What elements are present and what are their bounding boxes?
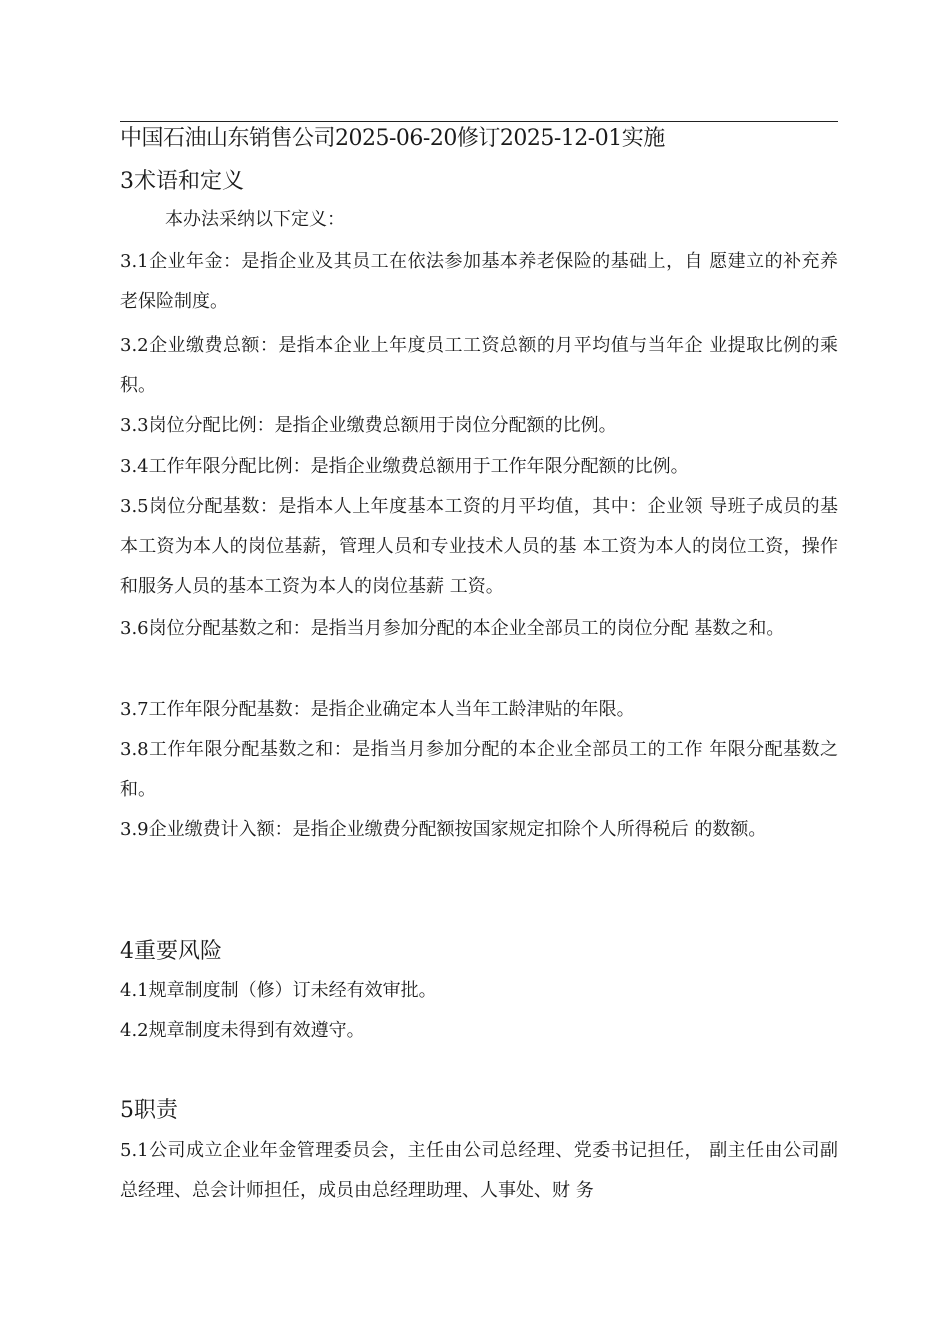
section-3-title: 3术语和定义	[120, 169, 244, 194]
risk-4-1: 4.1规章制度制（修）订未经有效审批。	[120, 980, 437, 1001]
header-rule	[120, 121, 838, 122]
definition-3-9: 3.9企业缴费计入额：是指企业缴费分配额按国家规定扣除个人所得税后 的数额。	[120, 819, 767, 840]
definition-3-3: 3.3岗位分配比例：是指企业缴费总额用于岗位分配额的比例。	[120, 415, 617, 436]
definition-3-5: 3.5岗位分配基数：是指本人上年度基本工资的月平均值，其中：企业领 导班子成员的基本工资为本人的岗位基薪，管理人员和专业技术人员的基 本工资为本人的岗位工资，操作和服务人员的基本工资为本人的岗位基薪 工资。	[120, 496, 838, 597]
section-4-title: 4重要风险	[120, 939, 222, 964]
definition-3-7: 3.7工作年限分配基数：是指企业确定本人当年工龄津贴的年限。	[120, 699, 635, 720]
definition-3-2: 3.2企业缴费总额：是指本企业上年度员工工资总额的月平均值与当年企 业提取比例的乘积。	[120, 335, 838, 396]
definition-3-4: 3.4工作年限分配比例：是指企业缴费总额用于工作年限分配额的比例。	[120, 456, 689, 477]
section-5-title: 5职责	[120, 1098, 178, 1123]
risk-4-2: 4.2规章制度未得到有效遵守。	[120, 1020, 365, 1041]
document-header: 中国石油山东销售公司2025-06-20修订2025-12-01实施	[120, 126, 665, 151]
section-3-intro: 本办法采纳以下定义：	[165, 209, 345, 230]
definition-3-6: 3.6岗位分配基数之和：是指当月参加分配的本企业全部员工的岗位分配 基数之和。	[120, 618, 785, 639]
definition-3-8: 3.8工作年限分配基数之和：是指当月参加分配的本企业全部员工的工作 年限分配基数之和。	[120, 739, 838, 800]
duty-5-1: 5.1公司成立企业年金管理委员会，主任由公司总经理、党委书记担任， 副主任由公司副总经理、总会计师担任，成员由总经理助理、人事处、财 务	[120, 1140, 838, 1201]
definition-3-1: 3.1企业年金：是指企业及其员工在依法参加基本养老保险的基础上，自 愿建立的补充养老保险制度。	[120, 251, 838, 312]
document-page	[120, 0, 838, 1344]
